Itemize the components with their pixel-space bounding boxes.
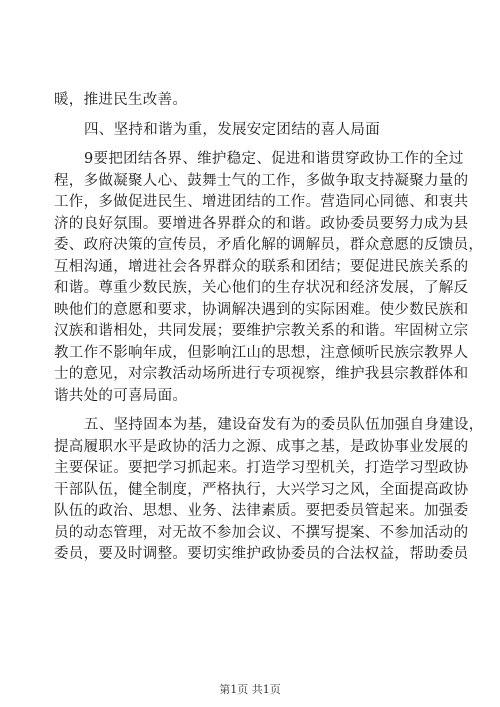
text-line: 谐共处的可喜局面。 [54, 387, 188, 404]
text-line: 暖，推进民生改善。 [54, 92, 188, 108]
page-footer: 第1页 共1页 [219, 683, 281, 696]
text-line: 委、政府决策的宣传员，矛盾化解的调解员，群众意愿的反馈员， [54, 237, 484, 253]
text-line: 提高履职水平是政协的活力之源、成事之基，是政协事业发展的 [54, 438, 469, 455]
paragraph [54, 149, 484, 407]
text-line: 济的良好氛围。要增进各界群众的和谐。政协委员要努力成为县 [54, 215, 469, 232]
text-line: 工作，多做促进民生、增进团结的工作。营造同心同德、和衷共 [54, 194, 469, 210]
text-line: 汉族和谐相处，共同发展；要维护宗教关系的和谐。牢固树立宗 [54, 323, 469, 339]
text-line: 员的动态管理，对无故不参加会议、不撰写提案、不参加活动的 [54, 524, 469, 541]
text-line: 教工作不影响年成，但影响江山的思想，注意倾听民族宗教界人 [54, 344, 469, 361]
text-line: 队伍的政治、思想、业务、法律素质。要把委员管起来。加强委 [54, 503, 469, 519]
text-line: 和谐。尊重少数民族，关心他们的生存状况和经济发展，了解反 [54, 280, 469, 296]
text-line: 士的意见，对宗教活动场所进行专项视察，维护我县宗教群体和 [54, 366, 469, 382]
text-line: 程，多做凝聚人心、鼓舞士气的工作，多做争取支持凝聚力量的 [54, 172, 469, 189]
text-line: 9要把团结各界、维护稳定、促进和谐贯穿政协工作的全过 [84, 151, 464, 167]
paragraph [54, 415, 484, 566]
text-line: 五、坚持固本为基，建设奋发有为的委员队伍加强自身建设， [84, 417, 484, 433]
document-body [54, 90, 484, 566]
text-line: 干部队伍，健全制度，严格执行，大兴学习之风，全面提高政协 [54, 481, 469, 498]
text-line: 主要保证。要把学习抓起来。打造学习型机关，打造学习型政协 [54, 460, 469, 476]
text-line: 委员，要及时调整。要切实维护政协委员的合法权益，帮助委员 [54, 546, 469, 562]
section-heading: 四、坚持和谐为重，发展安定团结的喜人局面 [84, 121, 380, 138]
text-line: 互相沟通，增进社会各界群众的联系和团结；要促进民族关系的 [54, 258, 469, 275]
text-line: 映他们的意愿和要求，协调解决遇到的实际困难。使少数民族和 [54, 301, 469, 318]
